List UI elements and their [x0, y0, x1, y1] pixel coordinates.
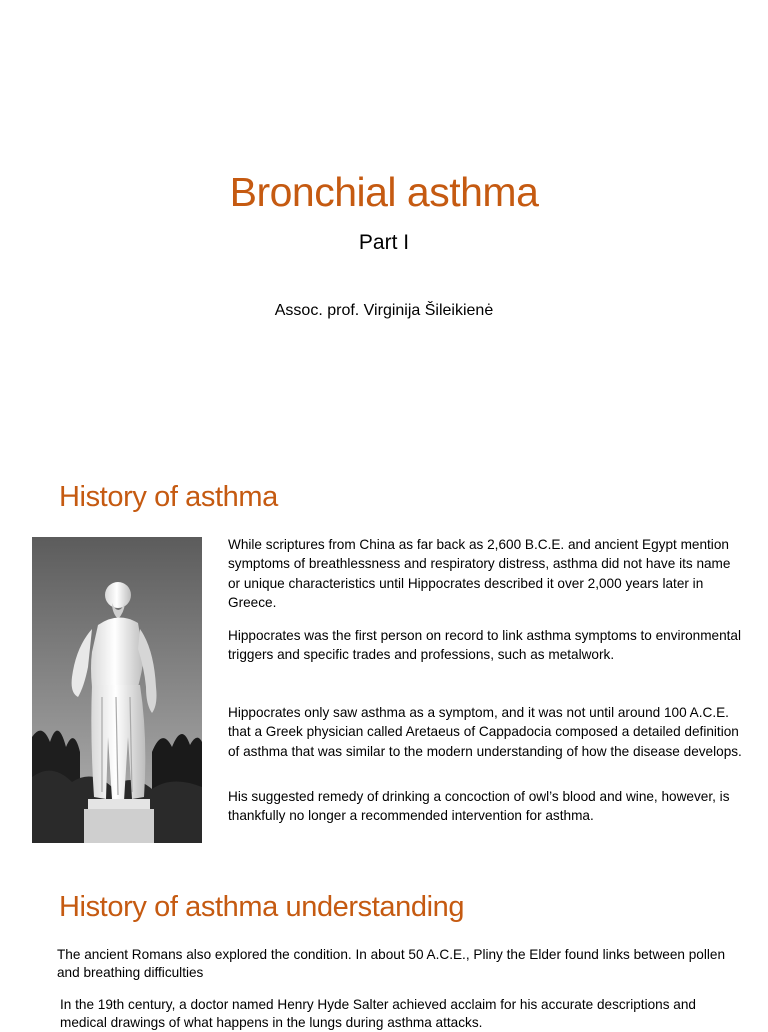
understanding-paragraph: The ancient Romans also explored the condition. In about 50 A.C.E., Pliny the Elder found links between pollen and breathing difficulties: [57, 947, 726, 980]
hippocrates-statue-image: [32, 537, 202, 843]
title-slide: [0, 0, 768, 450]
history-paragraph: Hippocrates was the first person on record to link asthma symptoms to environmental triggers and specific trades and professions, such as metalwork.: [228, 628, 742, 663]
understanding-heading: History of asthma understanding: [59, 891, 465, 923]
presentation-subtitle: Part I: [358, 231, 410, 254]
history-paragraph: His suggested remedy of drinking a concoction of owl’s blood and wine, however, is thankfully no longer a recommended intervention for asthma.: [228, 789, 730, 824]
history-heading: History of asthma: [59, 481, 278, 513]
understanding-paragraph: In the 19th century, a doctor named Henry Hyde Salter achieved acclaim for his accurate descriptions and medical drawings of what happens in the lungs during asthma attacks.: [60, 997, 696, 1030]
presentation-title: Bronchial asthma: [229, 169, 539, 215]
author-name: Assoc. prof. Virginija Šileikienė: [274, 302, 494, 319]
history-paragraph: Hippocrates only saw asthma as a symptom, and it was not until around 100 A.C.E. that a Greek physician called Aretaeus of Cappadocia composed a detailed definition of asthma that was similar to the modern understanding of how the disease develops.: [228, 705, 742, 759]
history-paragraph: While scriptures from China as far back as 2,600 B.C.E. and ancient Egypt mention symptoms of breathlessness and respiratory distress, asthma did not have its name or unique characteristics until Hippocrates described it over 2,000 years later in Greece.: [228, 537, 731, 610]
